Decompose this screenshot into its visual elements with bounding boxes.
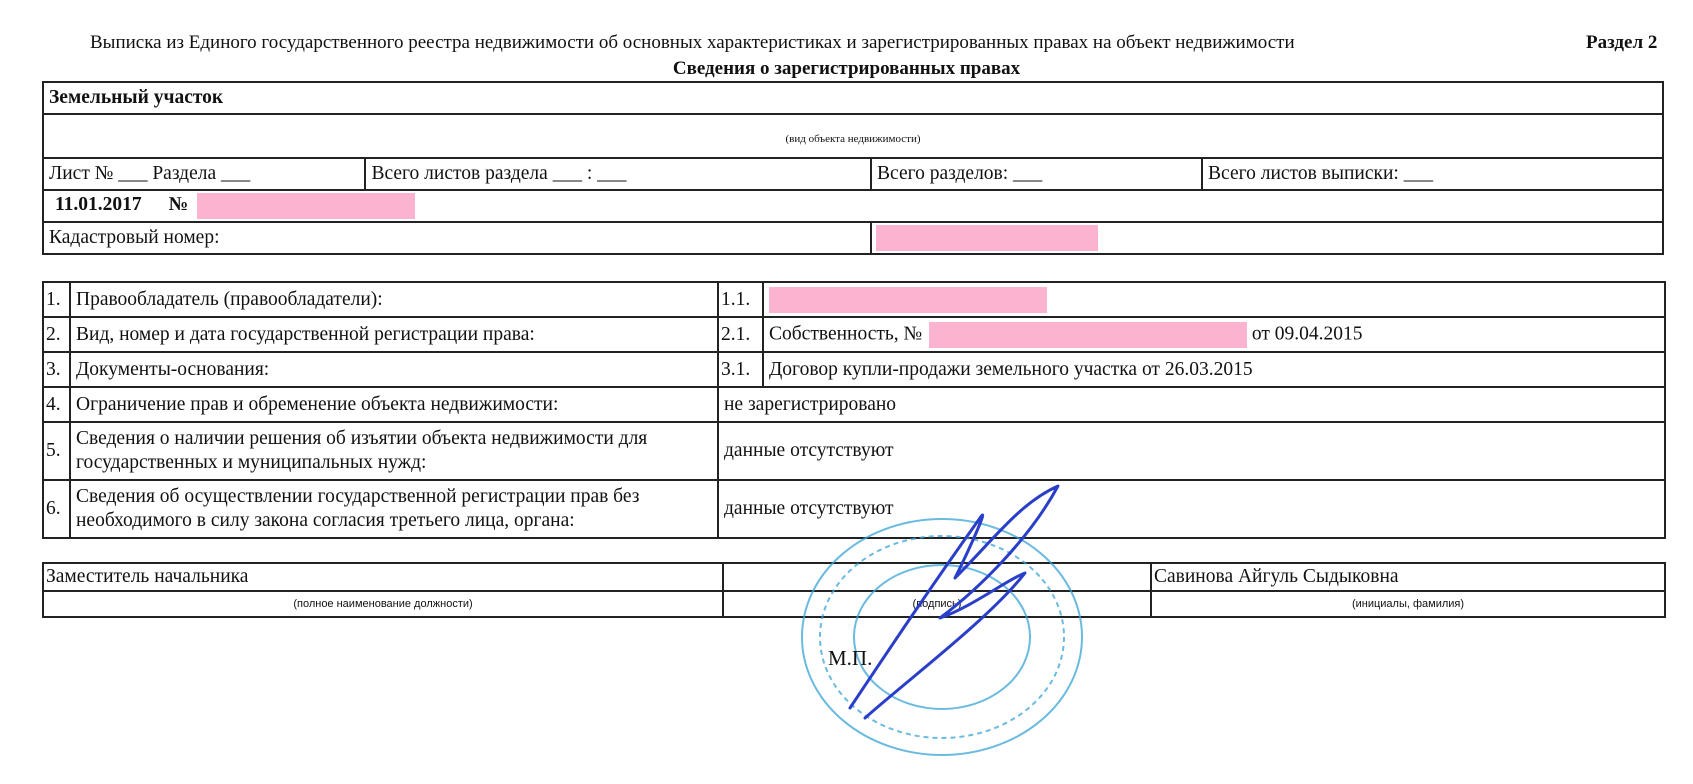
object-type-caption: (вид объекта недвижимости) [43,114,1663,158]
row-number: 3. [43,352,70,387]
handwritten-signature [820,478,1090,738]
name-caption: (инициалы, фамилия) [1151,591,1665,617]
row-label: Ограничение прав и обременение объекта недвижимости: [70,387,718,422]
redacted-owner [769,287,1047,313]
row-label: Вид, номер и дата государственной регистрации права: [70,317,718,352]
row-value: данные отсутствуют [718,422,1665,480]
cadastral-label: Кадастровый номер: [43,222,871,254]
document-subtitle: Сведения о зарегистрированных правах [672,58,1021,79]
row-sub-number: 3.1. [718,352,763,387]
row-number: 4. [43,387,70,422]
sheet-number: Лист № ___ Раздела ___ [43,158,365,190]
document-title: Выписка из Единого государственного реестра недвижимости об основных характеристиках и зарегистрированных правах на объект недвижимости [90,32,1295,53]
row-label: Сведения об осуществлении государственной регистрации прав без необходимого в силу закона согласия третьего лица, органа: [70,480,718,538]
table-row [43,422,1665,480]
row-number: 6. [43,480,70,538]
extract-date: 11.01.2017 [55,194,142,216]
official-name: Савинова Айгуль Сыдыковна [1151,563,1665,591]
object-type: Земельный участок [43,82,1663,114]
redacted-registration-number [929,322,1247,348]
section-label: Раздел 2 [1586,32,1658,53]
row-sub-number: 1.1. [718,282,763,317]
right-type: Собственность, № [769,322,923,344]
row-value [763,282,1665,317]
seal-label: М.П. [828,646,873,670]
signature-caption: (подпись) [723,591,1151,617]
row-value: Договор купли-продажи земельного участка от 26.03.2015 [763,352,1665,387]
registration-date: от 09.04.2015 [1251,322,1363,344]
table-row [43,387,1665,422]
object-info-table [42,81,1664,255]
row-number: 5. [43,422,70,480]
row-label: Правообладатель (правообладатели): [70,282,718,317]
redacted-cadastral-number [876,225,1098,251]
row-value: не зарегистрировано [718,387,1665,422]
official-position: Заместитель начальника [43,563,723,591]
row-value [763,317,1665,352]
total-sheets-extract: Всего листов выписки: ___ [1202,158,1663,190]
table-row [43,317,1665,352]
row-sub-number: 2.1. [718,317,763,352]
row-number: 2. [43,317,70,352]
row-number: 1. [43,282,70,317]
row-label: Документы-основания: [70,352,718,387]
table-row [43,282,1665,317]
total-sections: Всего разделов: ___ [871,158,1202,190]
extract-date-row [43,190,1663,222]
row-value: данные отсутствуют [718,480,1665,538]
position-caption: (полное наименование должности) [43,591,723,617]
number-sign: № [168,194,189,216]
cadastral-value [871,222,1663,254]
row-label: Сведения о наличии решения об изъятии объекта недвижимости для государственных и муниципальных нужд: [70,422,718,480]
redacted-number [197,193,415,219]
total-sheets-section: Всего листов раздела ___ : ___ [365,158,871,190]
table-row [43,352,1665,387]
